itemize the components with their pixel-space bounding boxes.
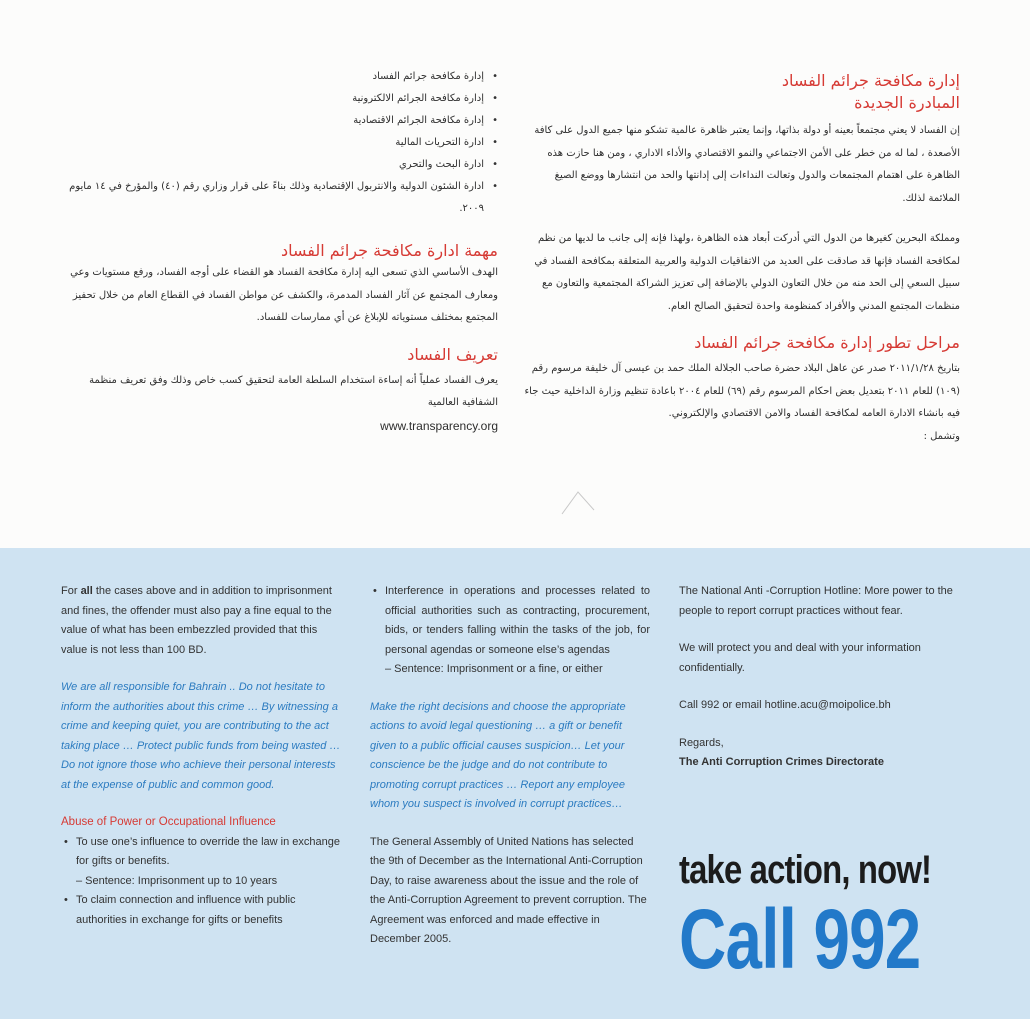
abuse-list-2 (61, 891, 341, 930)
transparency-url: www.transparency.org (380, 418, 498, 433)
arabic-right-heading2: مراحل تطور إدارة مكافحة جرائم الفساد (694, 333, 960, 352)
list-item: • ادارة الشئون الدولية والانتربول الإقتصادية وذلك بناءً على قرار وزاري رقم (٤٠) والمؤرخ في ١٤ مايوم ٢٠٠٩. (60, 176, 498, 220)
english-column-1 (61, 582, 341, 930)
pen-mark (560, 488, 600, 518)
take-action-tagline: take action, now! (679, 848, 932, 892)
abuse-heading: Abuse of Power or Occupational Influence (61, 816, 276, 828)
arabic-left-heading2: تعريف الفساد (407, 344, 498, 364)
english-column-2 (370, 582, 650, 950)
arabic-left-column (60, 66, 498, 437)
arabic-right-column (520, 70, 960, 448)
list-item: • إدارة مكافحة الجرائم الاقتصادية (60, 110, 498, 132)
arabic-left-para1: الهدف الأساسي الذي تسعى اليه إدارة مكافحة الفساد هو القضاء على أوجه الفساد، ورفع مستويات وعي ومعارف المجتمع عن آثار الفساد المدمرة، والكشف عن مواطن الفساد في القطاع العام من خلال تحفيز المجتمع بمختلف مستوياته للإبلاغ عن أي ممارسات للفساد. (70, 267, 498, 323)
arabic-right-para3: بتاريخ ٢٠١١/١/٢٨ صدر عن عاهل البلاد حضرة صاحب الجلالة الملك حمد بن عيسى آل خليفة مرسوم رقم (١٠٩) للعام ٢٠١١ بتعديل بعض احكام المرسوم رقم (٦٩) للعام ٢٠٠٤ باعادة تنظيم وزارة الداخلية حيث جاء فيه بانشاء الادارة العامه لمكافحة الفساد والامن الاقتصادي والإلكتروني. (524, 363, 960, 419)
hotline-paragraph: The National Anti -Corruption Hotline: More power to the people to report corrupt practices without fear. (679, 585, 953, 617)
list-item: • To use one’s influence to override the law in exchange for gifts or benefits. (61, 833, 341, 872)
regards-line: Regards, (679, 736, 724, 749)
list-item: • ادارة التحريات المالية (60, 132, 498, 154)
abuse-list (61, 833, 341, 872)
interference-list (370, 582, 650, 660)
list-item: • إدارة مكافحة الجرائم الالكترونية (60, 88, 498, 110)
sentence-line: – Sentence: Imprisonment up to 10 years (76, 874, 278, 887)
arabic-left-heading1: مهمة ادارة مكافحة جرائم الفساد (280, 241, 498, 260)
arabic-right-para1: إن الفساد لا يعني مجتمعاً بعينه أو دولة بذاتها، وإنما يعتبر ظاهرة عالمية تشكو منها جميع الدول على كافة الأصعدة ، لما له من خطر على الأمن الاجتماعي والنمو الاقتصادي والأداء الاداري ، ومن هنا حازت هذه الظاهرة على اهتمام المجتمعات والدول وتعالت النداءات إلى إدانتها والحد من انتشارها ووضع الصيغ الملائمة لذلك. (534, 125, 960, 204)
sentence-line: – Sentence: Imprisonment or a fine, or either (385, 663, 603, 675)
arabic-department-list (60, 66, 498, 220)
penalty-paragraph: For all the cases above and in addition to imprisonment and fines, the offender must also pay a fine equal to the value of what has been embezzled provided that this value is not less than 100 BD. (61, 585, 332, 656)
arabic-title-line1: إدارة مكافحة جرائم الفساد (781, 71, 960, 90)
arabic-title-line2: المبادرة الجديدة (854, 93, 960, 112)
call-992-headline: Call 992 (679, 892, 921, 986)
list-item: • Interference in operations and processes related to official authorities such as contracting, procurement, bids, or tenders falling within the tasks of the job, for personal agendas or someone else’s agendas (370, 582, 650, 660)
arabic-right-para2: ومملكة البحرين كغيرها من الدول التي أدركت أبعاد هذه الظاهرة ،ولهذا فإنه إلى جانب ما لديها من نظم لمكافحة الفساد فإنها قد صادقت على العديد من الاتفاقيات الدولية والعربية المتعلقة بمكافحة الفساد في سبيل السعي إلى الحد منه من خلال التعاون الدولي بالإضافة إلى تعزيز الشراكة المجتمعية والتعاون مع منظمات المجتمع المدني والأفراد كمنظومة واحدة لتحقيق الصالح العام. (534, 233, 960, 312)
signature-line: The Anti Corruption Crimes Directorate (679, 756, 884, 768)
english-column-3 (679, 582, 964, 773)
arabic-right-para4: وتشمل : (923, 430, 960, 442)
protect-paragraph: We will protect you and deal with your information confidentially. (679, 642, 921, 674)
un-paragraph: The General Assembly of United Nations has selected the 9th of December as the International Anti-Corruption Day, to raise awareness about the issue and the role of the Anti-Corruption Agreement to prevent corruption. The Agreement was enforced and made effective in December 2005. (370, 835, 647, 945)
responsibility-paragraph: We are all responsible for Bahrain .. Do not hesitate to inform the authorities about this crime … By witnessing a crime and keeping quiet, you are contributing to the act taking place … Protect public funds from being wasted … Do not ignore those who achieve their personal interests at the expense of public and common good. (61, 681, 341, 791)
arabic-left-para2: يعرف الفساد عملياً أنه إساءة استخدام السلطة العامة لتحقيق كسب خاص وذلك وفق تعريف منظمة الشفافية العالمية (89, 374, 498, 408)
list-item: • إدارة مكافحة جرائم الفساد (60, 66, 498, 88)
list-item: • To claim connection and influence with public authorities in exchange for gifts or benefits (61, 891, 341, 930)
contact-line: Call 992 or email hotline.acu@moipolice.bh (679, 699, 891, 711)
decisions-paragraph: Make the right decisions and choose the appropriate actions to avoid legal questioning … a gift or benefit given to a public official causes suspicion… Let your conscience be the judge and do not contribute to promoting corrupt practices … Report any employee whom you suspect is involved in corrupt practices… (370, 700, 626, 810)
list-item: • ادارة البحث والتحري (60, 154, 498, 176)
